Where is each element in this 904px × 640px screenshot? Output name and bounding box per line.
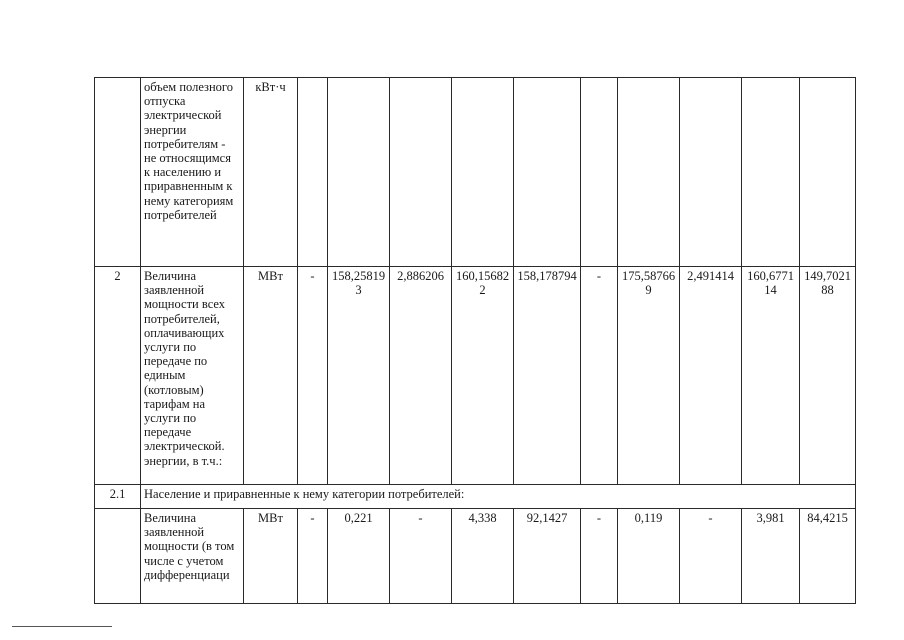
indicator-name: Величина заявленной мощности всех потребителей, оплачивающих услуги по передаче по единым (котловым) тарифам на услуги по передаче электрической. энергии, в т.ч.:: [141, 267, 244, 485]
table-row: [95, 267, 856, 485]
indicator-name: Величина заявленной мощности (в том числе с учетом дифференциаци: [141, 509, 244, 604]
section-row: [95, 485, 856, 509]
value-cell: [298, 78, 328, 267]
table-row: [95, 509, 856, 604]
value-cell: [800, 78, 856, 267]
value-cell: -: [581, 509, 618, 604]
value-cell: 2,886206: [390, 267, 452, 485]
value-cell: 84,4215: [800, 509, 856, 604]
value-cell: 3,981: [742, 509, 800, 604]
value-cell: 158,258193: [328, 267, 390, 485]
unit-cell: МВт: [244, 509, 298, 604]
value-cell: [742, 78, 800, 267]
row-number: [95, 78, 141, 267]
value-cell: -: [298, 509, 328, 604]
value-cell: [618, 78, 680, 267]
value-cell: -: [581, 267, 618, 485]
tariff-table: [94, 77, 856, 604]
value-cell: 149,702188: [800, 267, 856, 485]
value-cell: 4,338: [452, 509, 514, 604]
value-cell: [680, 78, 742, 267]
footer-divider: [12, 626, 112, 627]
row-number: 2.1: [95, 485, 141, 509]
value-cell: [390, 78, 452, 267]
table-row: [95, 78, 856, 267]
value-cell: [514, 78, 581, 267]
value-cell: 2,491414: [680, 267, 742, 485]
row-number: [95, 509, 141, 604]
value-cell: -: [680, 509, 742, 604]
value-cell: [328, 78, 390, 267]
value-cell: 0,221: [328, 509, 390, 604]
value-cell: 175,587669: [618, 267, 680, 485]
unit-cell: кВт·ч: [244, 78, 298, 267]
value-cell: -: [390, 509, 452, 604]
row-number: 2: [95, 267, 141, 485]
value-cell: [452, 78, 514, 267]
section-title: Население и приравненные к нему категории потребителей:: [141, 485, 856, 509]
indicator-name: объем полезного отпуска электрической энергии потребителям - не относящимся к населению и приравненным к нему категориям потребителей: [141, 78, 244, 267]
value-cell: 92,1427: [514, 509, 581, 604]
value-cell: 160,677114: [742, 267, 800, 485]
value-cell: 160,156822: [452, 267, 514, 485]
value-cell: [581, 78, 618, 267]
unit-cell: МВт: [244, 267, 298, 485]
value-cell: 158,178794: [514, 267, 581, 485]
value-cell: 0,119: [618, 509, 680, 604]
value-cell: -: [298, 267, 328, 485]
